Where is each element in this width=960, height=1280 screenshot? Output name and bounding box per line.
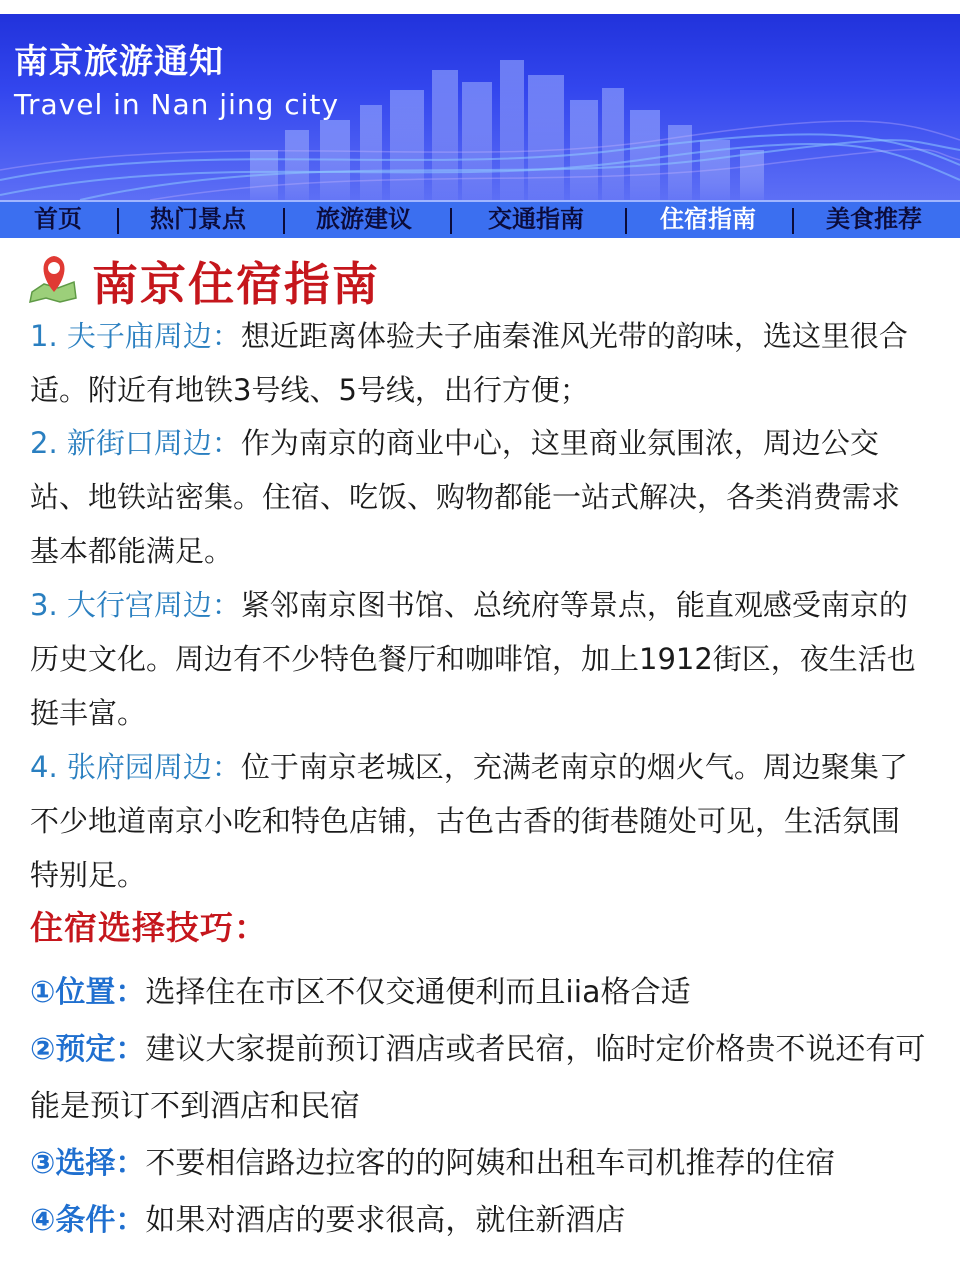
- tips-heading: 住宿选择技巧：: [30, 908, 268, 947]
- nav-separator: [117, 208, 119, 234]
- tip-text: 选择住在市区不仅交通便利而且iia格合适: [145, 975, 691, 1010]
- nav-item-travel-tips[interactable]: 旅游建议: [316, 205, 412, 233]
- nav-separator: [283, 208, 285, 234]
- area-label: 2. 新街口周边：: [30, 426, 241, 460]
- top-nav: [0, 200, 960, 238]
- nav-item-accommodation[interactable]: 住宿指南: [660, 205, 756, 233]
- page-title: 南京住宿指南: [92, 257, 380, 311]
- area-item: [30, 416, 920, 578]
- area-item: [30, 578, 920, 740]
- tip-text: 建议大家提前预订酒店或者民宿，临时定价格贵不说还有可能是预订不到酒店和民宿: [30, 1032, 926, 1124]
- header-banner: [0, 0, 960, 200]
- nav-item-transport[interactable]: 交通指南: [488, 205, 584, 233]
- area-item: [30, 309, 920, 417]
- area-label: 4. 张府园周边：: [30, 750, 241, 784]
- tip-text: 如果对酒店的要求很高，就住新酒店: [145, 1203, 626, 1238]
- tip-label: ③选择：: [30, 1146, 146, 1181]
- tip-label: ①位置：: [30, 975, 146, 1010]
- tip-item: [30, 1135, 930, 1192]
- tip-item: [30, 1021, 930, 1135]
- area-text: 作为南京的商业中心，这里商业氛围浓，周边公交站、地铁站密集。住宿、吃饭、购物都能一站式解决，各类消费需求基本都能满足。: [30, 426, 901, 568]
- tip-item: [30, 1192, 930, 1249]
- nav-separator: [625, 208, 627, 234]
- tip-item: [30, 964, 930, 1021]
- map-pin-icon: [28, 252, 80, 304]
- area-text: 位于南京老城区，充满老南京的烟火气。周边聚集了不少地道南京小吃和特色店铺，古色古香的街巷随处可见，生活氛围特别足。: [30, 750, 908, 892]
- area-text: 紧邻南京图书馆、总统府等景点，能直观感受南京的历史文化。周边有不少特色餐厅和咖啡馆，加上1912街区，夜生活也挺丰富。: [30, 588, 916, 730]
- banner-title: 南京旅游通知: [14, 42, 224, 82]
- tip-text: 不要相信路边拉客的的阿姨和出租车司机推荐的住宿: [145, 1146, 836, 1181]
- nav-separator: [792, 208, 794, 234]
- banner-subtitle: Travel in Nan jing city: [14, 88, 340, 121]
- area-label: 1. 夫子庙周边：: [30, 319, 241, 353]
- area-label: 3. 大行宫周边：: [30, 588, 241, 622]
- area-text: 想近距离体验夫子庙秦淮风光带的韵味，选这里很合适。附近有地铁3号线、5号线，出行方便；: [30, 319, 908, 407]
- tip-label: ④条件：: [30, 1203, 146, 1238]
- nav-separator: [450, 208, 452, 234]
- area-item: [30, 740, 920, 902]
- nav-item-food[interactable]: 美食推荐: [826, 205, 922, 233]
- nav-item-home[interactable]: 首页: [34, 205, 82, 233]
- tip-label: ②预定：: [30, 1032, 146, 1067]
- nav-item-attractions[interactable]: 热门景点: [150, 205, 246, 233]
